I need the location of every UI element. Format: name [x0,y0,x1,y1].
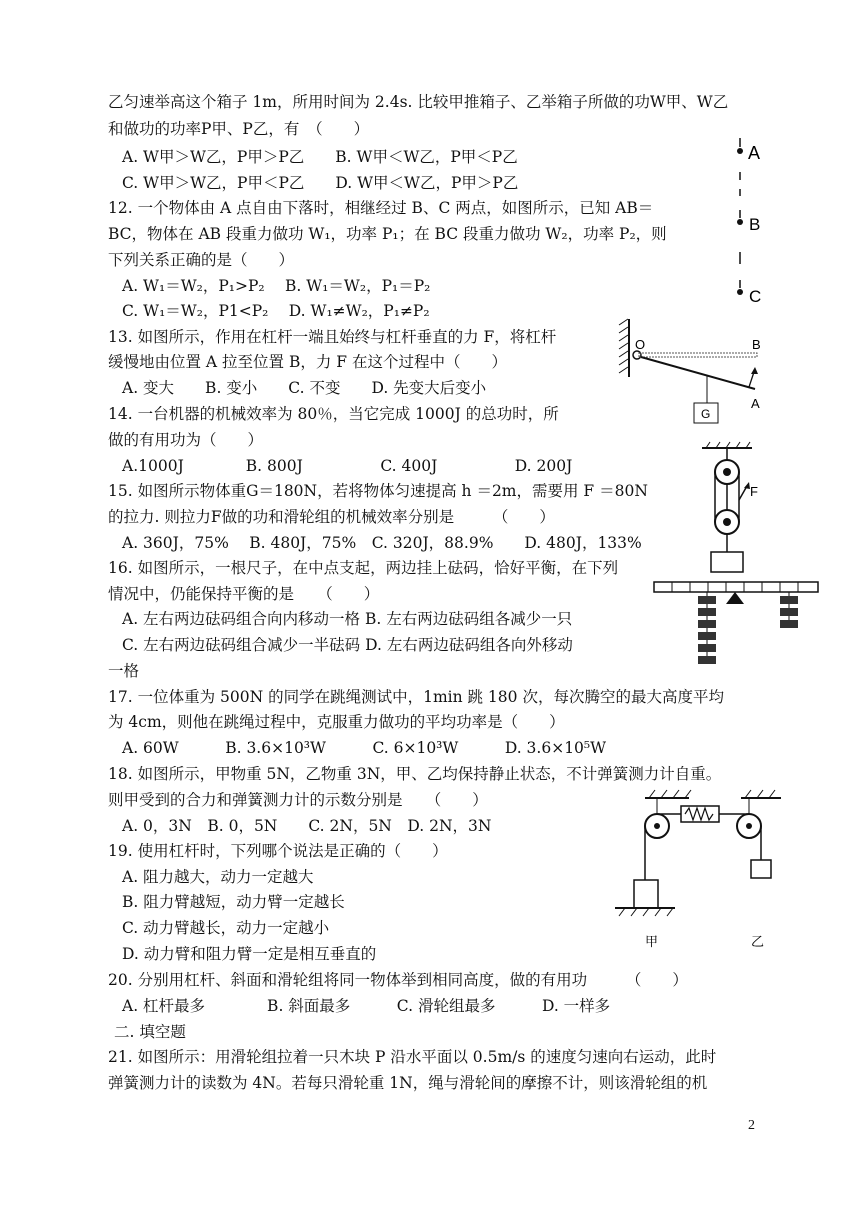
q12-stem-line-2: BC，物体在 AB 段重力做功 W₁，功率 P₁；在 BC 段重力做功 W₂，功率 P₂，则 [108,225,667,243]
balanced-ruler-figure [652,580,822,676]
q12-stem-line-3: 下列关系正确的是（ ） [108,251,295,269]
q16-options-cd-wrap: 一格 [108,662,140,680]
q13-stem-line-2: 缓慢地由位置 A 拉至位置 B，力 F 在这个过程中（ ） [108,353,507,371]
q12-options-cd: C. W₁＝W₂，P1<P₂ D. W₁≠W₂，P₁≠P₂ [122,302,430,320]
q14-options: A.1000J B. 800J C. 400J D. 200J [122,457,573,475]
q15-stem-line-1: 15. 如图所示物体重G＝180N，若将物体匀速提高 h ＝2m，需要用 F ＝80N [108,482,648,500]
q20-stem: 20. 分别用杠杆、斜面和滑轮组将同一物体举到相同高度，做的有用功 （ ） [108,971,688,989]
q11-options-cd: C. W甲＞W乙，P甲＜P乙 D. W甲＜W乙，P甲＞P乙 [122,174,519,192]
q17-stem-line-1: 17. 一位体重为 500N 的同学在跳绳测试中，1min 跳 180 次，每次腾空的最大高度平均 [108,688,724,706]
q15-options: A. 360J，75% B. 480J，75% C. 320J，88.9% D. 480J，133% [122,534,642,552]
q14-stem-line-1: 14. 一台机器的机械效率为 80％，当它完成 1000J 的总功时，所 [108,405,559,423]
q16-options-ab: A. 左右两边砝码组合向内移动一格 B. 左右两边砝码组各减少一只 [122,610,573,628]
q15-stem-line-2: 的拉力. 则拉力F做的功和滑轮组的机械效率分别是 （ ） [108,508,555,526]
q11-stem-line-1: 乙匀速举高这个箱子 1m，所用时间为 2.4s. 比较甲推箱子、乙举箱子所做的功W甲、W乙 [108,93,729,111]
lever-figure [615,315,775,427]
q11-stem-line-2: 和做功的功率P甲、P乙，有 （ ） [108,120,370,138]
position-a-label: A [751,396,760,411]
q19-option-b: B. 阻力臂越短，动力臂一定越长 [122,893,345,911]
q14-stem-line-2: 做的有用功为（ ） [108,431,264,449]
q17-options: A. 60W B. 3.6×10³W C. 6×10³W D. 3.6×10⁵W [122,739,607,757]
q12-stem-line-1: 12. 一个物体由 A 点自由下落时，相继经过 B、C 两点，如图所示，已知 AB＝ [108,199,654,217]
q17-stem-line-2: 为 4cm，则他在跳绳过程中，克服重力做功的平均功率是（ ） [108,713,565,731]
q20-options: A. 杠杆最多 B. 斜面最多 C. 滑轮组最多 D. 一样多 [122,997,611,1015]
force-f-label: F [750,484,758,499]
point-a-label: A [748,143,761,163]
free-fall-figure [725,134,775,309]
section-heading-fill-in: 二. 填空题 [114,1023,186,1041]
q18-options: A. 0，3N B. 0，5N C. 2N，5N D. 2N，3N [122,817,492,835]
object-jia-label: 甲 [645,934,659,949]
q16-options-cd: C. 左右两边砝码组合减少一半砝码 D. 左右两边砝码组各向外移动 [122,636,573,654]
pivot-o-label: O [635,337,646,352]
object-yi-label: 乙 [751,934,765,949]
q12-options-ab: A. W₁＝W₂，P₁>P₂ B. W₁＝W₂，P₁＝P₂ [122,277,431,295]
pulley-system-figure [692,440,772,578]
q18-stem-line-1: 18. 如图所示，甲物重 5N，乙物重 3N，甲、乙均保持静止状态，不计弹簧测力计自重。 [108,765,722,783]
q19-stem: 19. 使用杠杆时，下列哪个说法是正确的（ ） [108,842,448,860]
q21-stem-line-2: 弹簧测力计的读数为 4N。若每只滑轮重 1N，绳与滑轮间的摩擦不计，则该滑轮组的机 [108,1074,708,1092]
weight-g-label: G [701,407,711,421]
q19-option-a: A. 阻力越大，动力一定越大 [122,868,314,886]
q19-option-d: D. 动力臂和阻力臂一定是相互垂直的 [122,945,377,963]
q16-stem-line-2: 情况中，仍能保持平衡的是 （ ） [108,585,380,603]
q13-options: A. 变大 B. 变小 C. 不变 D. 先变大后变小 [122,379,487,397]
q18-stem-line-2: 则甲受到的合力和弹簧测力计的示数分别是 （ ） [108,791,488,809]
q16-stem-line-1: 16. 如图所示，一根尺子，在中点支起，两边挂上砝码，恰好平衡，在下列 [108,559,619,577]
point-b-label: B [749,215,761,234]
q19-option-c: C. 动力臂越长，动力一定越小 [122,919,330,937]
q13-stem-line-1: 13. 如图所示，作用在杠杆一端且始终与杠杆垂直的力 F，将杠杆 [108,328,557,346]
spring-scale-figure [605,788,790,958]
q11-options-ab: A. W甲＞W乙，P甲＞P乙 B. W甲＜W乙，P甲＜P乙 [122,148,518,166]
position-b-label: B [752,337,761,352]
q21-stem-line-1: 21. 如图所示：用滑轮组拉着一只木块 P 沿水平面以 0.5m/s 的速度匀速向右运动，此时 [108,1048,717,1066]
point-c-label: C [749,287,762,306]
page-number: 2 [748,1118,755,1133]
